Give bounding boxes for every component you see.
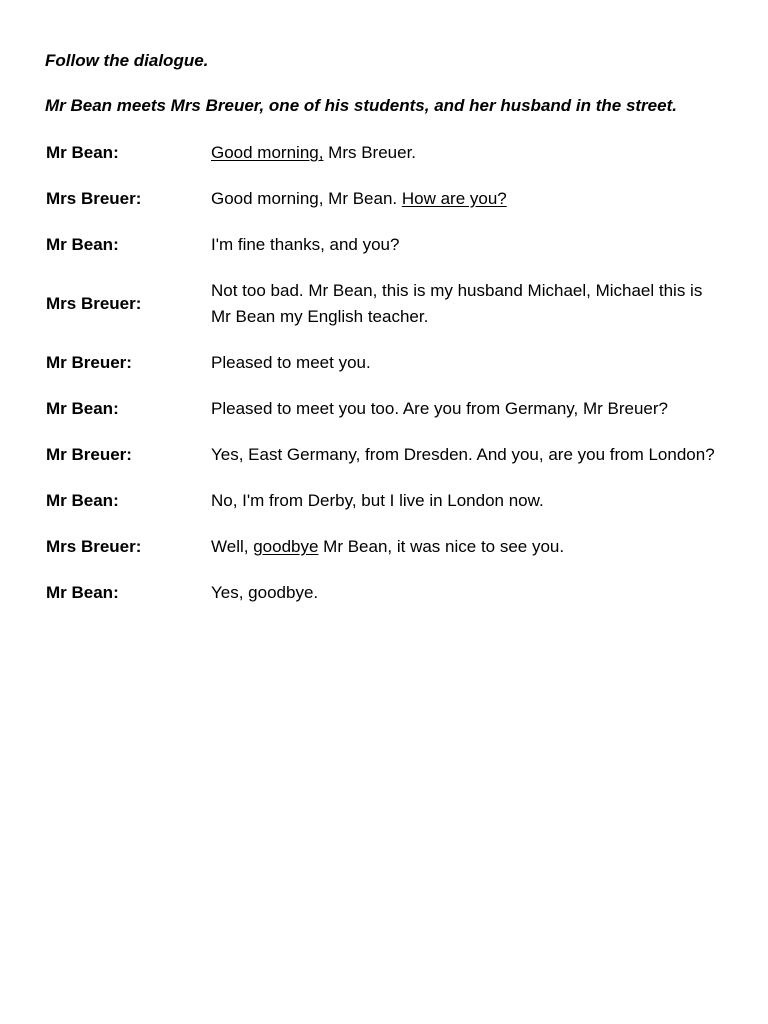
dialogue-line	[211, 278, 726, 330]
line-text: No, I'm from Derby, but I live in London now.	[211, 491, 544, 510]
scene-description: Mr Bean meets Mrs Breuer, one of his students, and her husband in the street.	[45, 96, 677, 115]
line-text: Pleased to meet you.	[211, 353, 371, 372]
line-text: Mr Bean, it was nice to see you.	[318, 537, 565, 556]
dialogue-line	[211, 580, 726, 606]
underlined-phrase: How are you?	[401, 189, 507, 208]
instruction-heading: Follow the dialogue.	[45, 51, 209, 70]
line-text: Well,	[211, 537, 254, 556]
dialogue-turn	[0, 442, 768, 468]
speaker-label: Mr Bean:	[46, 491, 119, 510]
speaker-label: Mr Breuer:	[46, 353, 132, 372]
line-text: Good morning, Mr Bean.	[211, 189, 402, 208]
dialogue-turn	[0, 534, 768, 560]
dialogue-line	[211, 534, 726, 560]
speaker-label: Mrs Breuer:	[46, 294, 142, 313]
dialogue-line	[211, 442, 726, 468]
dialogue-line	[211, 350, 726, 376]
underlined-phrase: goodbye	[253, 537, 319, 556]
speaker-label: Mr Bean:	[46, 143, 119, 162]
dialogue-table	[0, 140, 768, 626]
speaker-label: Mr Bean:	[46, 399, 119, 418]
dialogue-line	[211, 140, 726, 166]
dialogue-turn	[0, 350, 768, 376]
speaker-label: Mr Breuer:	[46, 445, 132, 464]
line-text: I'm fine thanks, and you?	[211, 235, 400, 254]
line-text: Yes, goodbye.	[211, 583, 319, 602]
line-text: Not too bad. Mr Bean, this is my husband Michael, Michael this is Mr Bean my English teacher.	[211, 281, 703, 326]
speaker-label: Mr Bean:	[46, 583, 119, 602]
dialogue-line	[211, 232, 726, 258]
dialogue-turn	[0, 580, 768, 606]
dialogue-turn	[0, 488, 768, 514]
dialogue-line	[211, 396, 726, 422]
dialogue-turn	[0, 140, 768, 166]
line-text: Pleased to meet you too. Are you from Germany, Mr Breuer?	[211, 399, 668, 418]
dialogue-turn	[0, 278, 768, 330]
underlined-phrase: Good morning,	[211, 143, 324, 162]
dialogue-line	[211, 186, 726, 212]
speaker-label: Mrs Breuer:	[46, 537, 142, 556]
speaker-label: Mrs Breuer:	[46, 189, 142, 208]
dialogue-turn	[0, 396, 768, 422]
dialogue-turn	[0, 186, 768, 212]
speaker-label: Mr Bean:	[46, 235, 119, 254]
dialogue-line	[211, 488, 726, 514]
line-text: Yes, East Germany, from Dresden. And you, are you from London?	[211, 445, 715, 464]
dialogue-turn	[0, 232, 768, 258]
line-text: Mrs Breuer.	[323, 143, 417, 162]
